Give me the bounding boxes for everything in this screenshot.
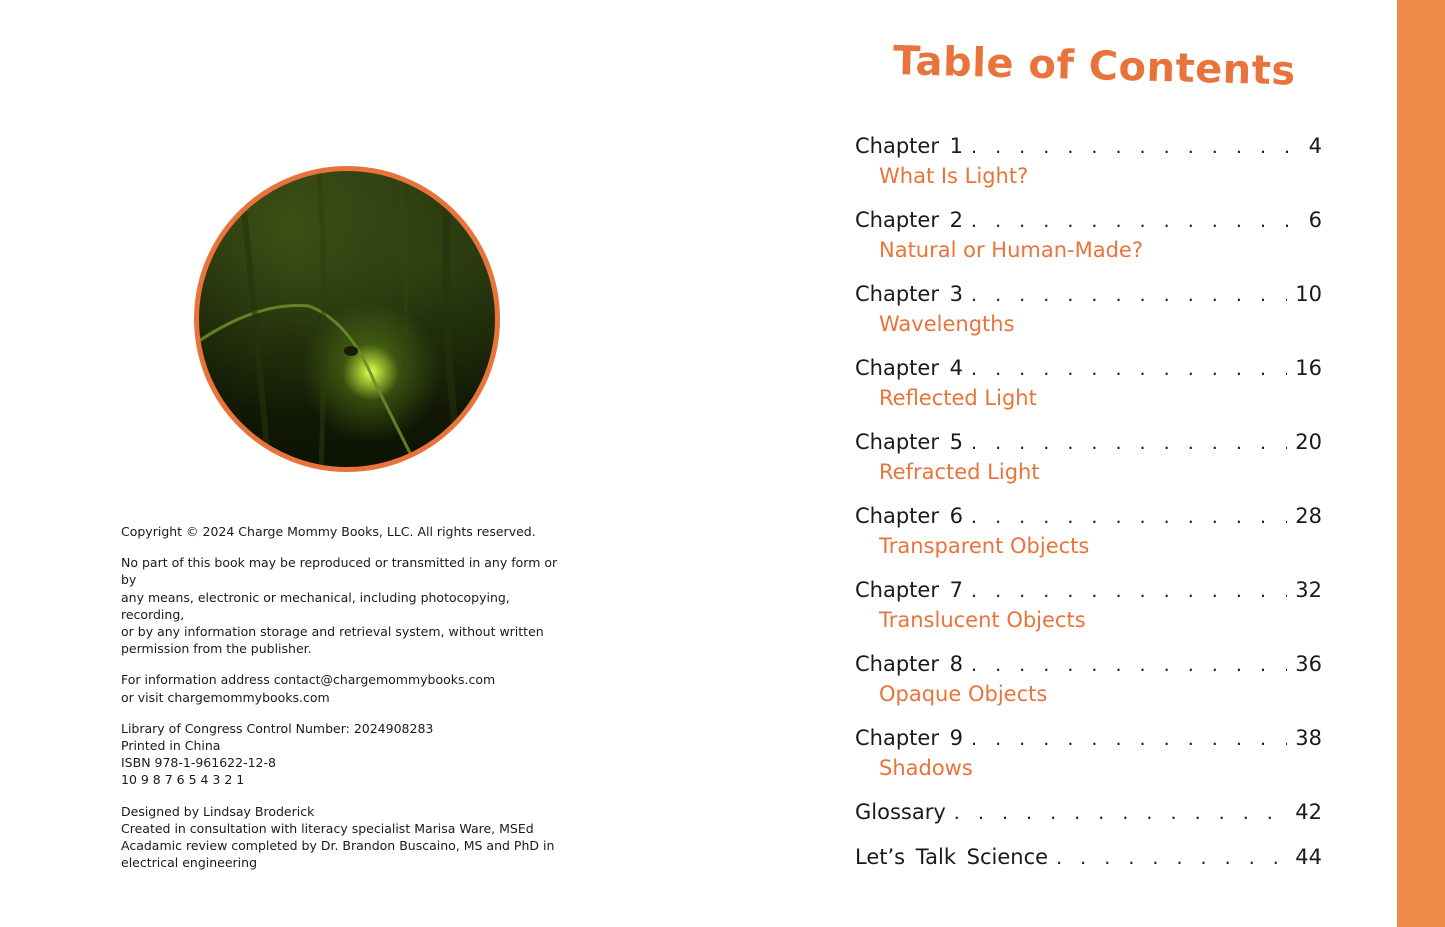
contact-line: or visit chargemommybooks.com xyxy=(121,689,330,705)
chapter-subtitle: Shadows xyxy=(879,756,973,780)
contact-line: For information address contact@chargemommybooks.com xyxy=(121,672,496,688)
credit-line: Created in consultation with literacy specialist Marisa Ware, MSEd xyxy=(121,820,534,836)
dot-leader xyxy=(971,205,1301,237)
publication-line: Library of Congress Control Number: 2024908283 xyxy=(121,720,434,736)
chapter-subtitle: Natural or Human-Made? xyxy=(879,238,1143,262)
toc-entry-chapter-5[interactable] xyxy=(855,426,1322,500)
toc-entry-chapter-6[interactable] xyxy=(855,500,1322,574)
firefly-body-icon xyxy=(344,346,358,356)
page-number: 32 xyxy=(1295,578,1322,602)
permission-line: or by any information storage and retrieval system, without written xyxy=(121,624,544,640)
chapter-label: Chapter 1 xyxy=(855,134,963,158)
page-number: 42 xyxy=(1295,800,1322,824)
page-number: 28 xyxy=(1295,504,1322,528)
chapter-subtitle: Transparent Objects xyxy=(879,534,1090,558)
toc-entry-chapter-4[interactable] xyxy=(855,352,1322,426)
chapter-label: Chapter 9 xyxy=(855,726,963,750)
toc-entry-chapter-2[interactable] xyxy=(855,204,1322,278)
grass-blades-graphic xyxy=(199,171,500,472)
chapter-label: Chapter 5 xyxy=(855,430,963,454)
dot-leader xyxy=(971,131,1301,163)
page-number: 36 xyxy=(1295,652,1322,676)
permission-line: any means, electronic or mechanical, including photocopying, recording, xyxy=(121,589,510,622)
toc-entry-chapter-7[interactable] xyxy=(855,574,1322,648)
copyright-block xyxy=(121,523,571,885)
page-number: 44 xyxy=(1295,845,1322,869)
publication-line: 10 9 8 7 6 5 4 3 2 1 xyxy=(121,772,245,788)
publication-paragraph xyxy=(121,720,571,789)
chapter-label: Chapter 3 xyxy=(855,282,963,306)
toc-entry-chapter-1[interactable] xyxy=(855,130,1322,204)
credit-line: Acadamic review completed by Dr. Brandon Buscaino, MS and PhD in xyxy=(121,838,555,854)
toc-entry-chapter-3[interactable] xyxy=(855,278,1322,352)
permission-paragraph xyxy=(121,554,571,657)
chapter-subtitle: Refracted Light xyxy=(879,460,1040,484)
chapter-label: Chapter 6 xyxy=(855,504,963,528)
page-number: 6 xyxy=(1308,208,1322,232)
toc-entry-chapter-9[interactable] xyxy=(855,722,1322,796)
toc-entry-glossary[interactable] xyxy=(855,796,1322,841)
dot-leader xyxy=(971,723,1287,755)
extra-label: Let’s Talk Science xyxy=(855,845,1049,869)
chapter-subtitle: Translucent Objects xyxy=(879,608,1086,632)
credit-line: Designed by Lindsay Broderick xyxy=(121,803,315,819)
dot-leader xyxy=(954,797,1287,829)
permission-line: permission from the publisher. xyxy=(121,641,312,657)
dot-leader xyxy=(1056,842,1287,874)
chapter-label: Chapter 2 xyxy=(855,208,963,232)
chapter-label: Chapter 4 xyxy=(855,356,963,380)
page-number: 20 xyxy=(1295,430,1322,454)
toc-entry-lets-talk-science[interactable] xyxy=(855,841,1322,886)
toc-title: Table of Contents xyxy=(892,38,1297,95)
credit-line: electrical engineering xyxy=(121,855,258,871)
toc-entry-chapter-8[interactable] xyxy=(855,648,1322,722)
page-number: 10 xyxy=(1295,282,1322,306)
permission-line: No part of this book may be reproduced or transmitted in any form or by xyxy=(121,555,558,588)
credits-paragraph xyxy=(121,803,571,872)
copyright-notice: Copyright © 2024 Charge Mommy Books, LLC. All rights reserved. xyxy=(121,524,536,539)
chapter-label: Chapter 7 xyxy=(855,578,963,602)
dot-leader xyxy=(971,279,1287,311)
firefly-photo xyxy=(194,166,500,472)
chapter-label: Chapter 8 xyxy=(855,652,963,676)
table-of-contents xyxy=(855,130,1322,886)
orange-side-bar xyxy=(1397,0,1445,927)
page-number: 38 xyxy=(1295,726,1322,750)
dot-leader xyxy=(971,427,1287,459)
dot-leader xyxy=(971,353,1287,385)
page-number: 4 xyxy=(1308,134,1322,158)
chapter-subtitle: Reflected Light xyxy=(879,386,1037,410)
dot-leader xyxy=(971,501,1287,533)
dot-leader xyxy=(971,649,1287,681)
publication-line: ISBN 978-1-961622-12-8 xyxy=(121,755,276,771)
chapter-subtitle: What Is Light? xyxy=(879,164,1029,188)
chapter-subtitle: Wavelengths xyxy=(879,312,1015,336)
dot-leader xyxy=(971,575,1287,607)
publication-line: Printed in China xyxy=(121,738,221,754)
chapter-subtitle: Opaque Objects xyxy=(879,682,1048,706)
contact-paragraph xyxy=(121,671,571,705)
extra-label: Glossary xyxy=(855,800,946,824)
page-number: 16 xyxy=(1295,356,1322,380)
